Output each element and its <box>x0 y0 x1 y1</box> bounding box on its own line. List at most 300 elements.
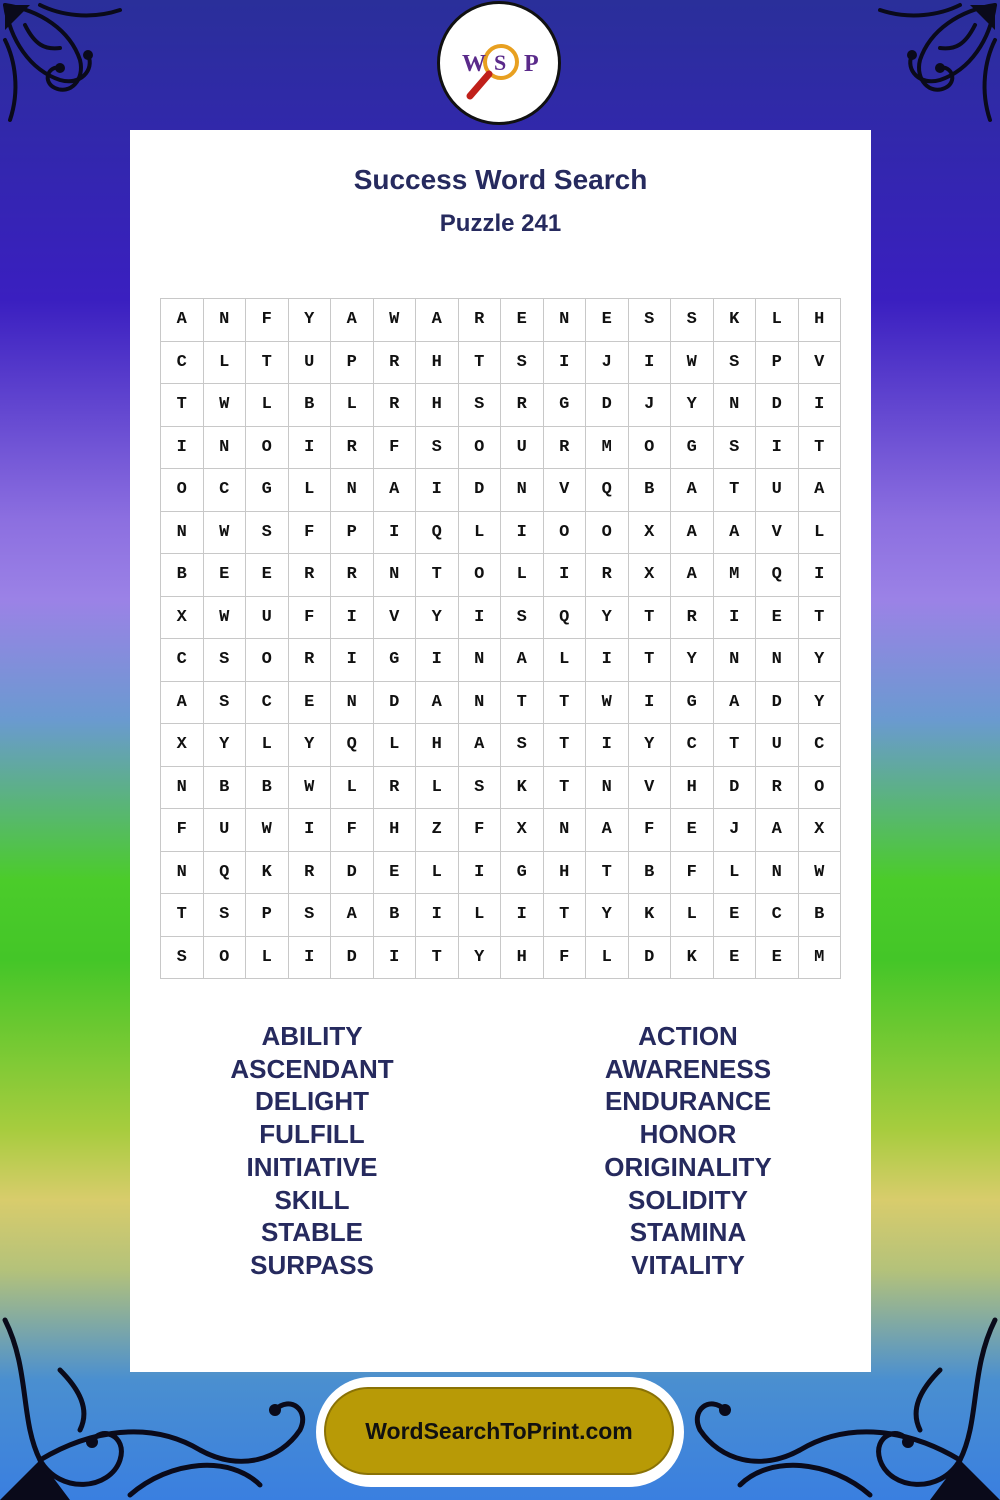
puzzle-number: Puzzle 241 <box>439 210 562 237</box>
grid-cell[interactable]: R <box>671 596 714 639</box>
grid-cell[interactable]: V <box>373 596 416 639</box>
grid-cell[interactable]: M <box>713 554 756 597</box>
grid-cell[interactable]: E <box>246 554 289 597</box>
grid-cell[interactable]: N <box>203 299 246 342</box>
grid-cell[interactable]: T <box>798 596 841 639</box>
grid-cell[interactable]: P <box>756 341 799 384</box>
grid-cell[interactable]: B <box>161 554 204 597</box>
grid-cell[interactable]: C <box>756 894 799 937</box>
word-list-item: SURPASS <box>250 1249 374 1280</box>
grid-cell[interactable]: T <box>246 341 289 384</box>
grid-cell[interactable]: K <box>628 894 671 937</box>
grid-cell[interactable]: Y <box>458 936 501 979</box>
grid-cell[interactable]: Q <box>543 596 586 639</box>
word-list-item: STABLE <box>260 1217 364 1248</box>
site-link-button[interactable]: WordSearchToPrint.com <box>324 1387 674 1475</box>
grid-row <box>161 851 841 894</box>
grid-cell[interactable]: Y <box>586 596 629 639</box>
grid-cell[interactable]: R <box>501 384 544 427</box>
grid-cell[interactable]: Y <box>203 724 246 767</box>
grid-cell[interactable]: L <box>373 724 416 767</box>
grid-cell[interactable]: W <box>203 511 246 554</box>
grid-cell[interactable]: L <box>756 299 799 342</box>
grid-cell[interactable]: A <box>331 299 374 342</box>
grid-cell[interactable]: S <box>713 341 756 384</box>
grid-cell[interactable]: C <box>203 469 246 512</box>
grid-cell[interactable]: W <box>288 766 331 809</box>
grid-cell[interactable]: I <box>288 426 331 469</box>
grid-cell[interactable]: S <box>501 341 544 384</box>
grid-cell[interactable]: O <box>458 426 501 469</box>
grid-cell[interactable]: D <box>331 936 374 979</box>
grid-cell[interactable]: T <box>543 681 586 724</box>
grid-cell[interactable]: P <box>331 511 374 554</box>
grid-cell[interactable]: H <box>543 851 586 894</box>
grid-cell[interactable]: N <box>203 426 246 469</box>
grid-cell[interactable]: F <box>373 426 416 469</box>
grid-cell[interactable]: G <box>373 639 416 682</box>
grid-cell[interactable]: L <box>246 384 289 427</box>
grid-cell[interactable]: E <box>586 299 629 342</box>
grid-cell[interactable]: I <box>373 936 416 979</box>
grid-cell[interactable]: N <box>458 639 501 682</box>
grid-row <box>161 341 841 384</box>
grid-cell[interactable]: I <box>798 384 841 427</box>
word-list-right <box>563 1020 813 1282</box>
grid-cell[interactable]: L <box>671 894 714 937</box>
grid-cell[interactable]: I <box>416 894 459 937</box>
grid-cell[interactable]: N <box>756 639 799 682</box>
grid-cell[interactable]: T <box>543 724 586 767</box>
grid-cell[interactable]: H <box>798 299 841 342</box>
grid-cell[interactable]: F <box>628 809 671 852</box>
grid-cell[interactable]: T <box>501 681 544 724</box>
grid-cell[interactable]: Y <box>416 596 459 639</box>
grid-cell[interactable]: J <box>713 809 756 852</box>
grid-row <box>161 554 841 597</box>
grid-cell[interactable]: O <box>203 936 246 979</box>
grid-cell[interactable]: L <box>458 894 501 937</box>
grid-cell[interactable]: U <box>288 341 331 384</box>
grid-cell[interactable]: O <box>586 511 629 554</box>
grid-cell[interactable]: E <box>713 894 756 937</box>
grid-cell[interactable]: X <box>501 809 544 852</box>
grid-cell[interactable]: O <box>798 766 841 809</box>
grid-row <box>161 639 841 682</box>
grid-cell[interactable]: E <box>288 681 331 724</box>
grid-cell[interactable]: V <box>628 766 671 809</box>
grid-cell[interactable]: S <box>246 511 289 554</box>
grid-cell[interactable]: A <box>671 511 714 554</box>
grid-cell[interactable]: N <box>586 766 629 809</box>
grid-cell[interactable]: I <box>416 639 459 682</box>
puzzle-sheet <box>130 130 871 1372</box>
grid-cell[interactable]: S <box>416 426 459 469</box>
grid-cell[interactable]: O <box>246 426 289 469</box>
grid-cell[interactable]: Y <box>798 639 841 682</box>
grid-cell[interactable]: W <box>586 681 629 724</box>
grid-cell[interactable]: N <box>543 809 586 852</box>
grid-cell[interactable]: A <box>501 639 544 682</box>
grid-cell[interactable]: A <box>331 894 374 937</box>
grid-cell[interactable]: A <box>713 511 756 554</box>
grid-cell[interactable]: X <box>161 724 204 767</box>
grid-cell[interactable]: J <box>628 384 671 427</box>
grid-cell[interactable]: A <box>458 724 501 767</box>
grid-cell[interactable]: R <box>756 766 799 809</box>
grid-cell[interactable]: T <box>798 426 841 469</box>
grid-cell[interactable]: T <box>713 469 756 512</box>
grid-cell[interactable]: I <box>543 341 586 384</box>
grid-cell[interactable]: L <box>501 554 544 597</box>
grid-cell[interactable]: S <box>501 596 544 639</box>
word-list-left <box>187 1020 437 1282</box>
grid-cell[interactable]: S <box>713 426 756 469</box>
grid-cell[interactable]: T <box>543 766 586 809</box>
grid-cell[interactable]: L <box>246 936 289 979</box>
grid-cell[interactable]: N <box>543 299 586 342</box>
grid-cell[interactable]: B <box>628 851 671 894</box>
grid-cell[interactable]: C <box>161 639 204 682</box>
grid-cell[interactable]: Y <box>798 681 841 724</box>
grid-cell[interactable]: Q <box>586 469 629 512</box>
word-list-item: DELIGHT <box>254 1086 370 1117</box>
grid-cell[interactable]: C <box>246 681 289 724</box>
grid-cell[interactable]: L <box>331 766 374 809</box>
word-list-item: ABILITY <box>261 1021 363 1051</box>
grid-row <box>161 936 841 979</box>
grid-cell[interactable]: O <box>246 639 289 682</box>
grid-cell[interactable]: N <box>331 681 374 724</box>
grid-cell[interactable]: G <box>246 469 289 512</box>
grid-cell[interactable]: S <box>161 936 204 979</box>
grid-cell[interactable]: L <box>586 936 629 979</box>
word-list-item: SOLIDITY <box>628 1184 748 1215</box>
grid-row <box>161 469 841 512</box>
grid-cell[interactable]: I <box>331 596 374 639</box>
grid-cell[interactable]: F <box>161 809 204 852</box>
grid-cell[interactable]: Z <box>416 809 459 852</box>
grid-cell[interactable]: K <box>501 766 544 809</box>
grid-row <box>161 426 841 469</box>
grid-cell[interactable]: E <box>713 936 756 979</box>
grid-cell[interactable]: T <box>713 724 756 767</box>
grid-cell[interactable]: E <box>671 809 714 852</box>
grid-cell[interactable]: S <box>203 639 246 682</box>
grid-cell[interactable]: Q <box>203 851 246 894</box>
grid-cell[interactable]: H <box>416 384 459 427</box>
grid-cell[interactable]: A <box>713 681 756 724</box>
grid-cell[interactable]: I <box>331 639 374 682</box>
grid-cell[interactable]: Y <box>628 724 671 767</box>
grid-cell[interactable]: F <box>458 809 501 852</box>
site-logo[interactable] <box>437 1 561 125</box>
grid-cell[interactable]: X <box>798 809 841 852</box>
grid-cell[interactable]: V <box>543 469 586 512</box>
grid-cell[interactable]: R <box>543 426 586 469</box>
grid-cell[interactable]: T <box>458 341 501 384</box>
grid-cell[interactable]: I <box>416 469 459 512</box>
grid-cell[interactable]: T <box>161 384 204 427</box>
grid-cell[interactable]: N <box>458 681 501 724</box>
grid-cell[interactable]: L <box>416 766 459 809</box>
grid-cell[interactable]: D <box>756 384 799 427</box>
grid-row <box>161 809 841 852</box>
grid-cell[interactable]: O <box>628 426 671 469</box>
grid-cell[interactable]: T <box>543 894 586 937</box>
grid-row <box>161 596 841 639</box>
grid-cell[interactable]: B <box>288 384 331 427</box>
word-list-item: FULFILL <box>259 1119 365 1150</box>
logo-letter-w: W <box>462 51 486 77</box>
grid-cell[interactable]: H <box>373 809 416 852</box>
grid-cell[interactable]: B <box>373 894 416 937</box>
logo-letter-s: S <box>494 50 507 75</box>
grid-cell[interactable]: D <box>756 681 799 724</box>
grid-cell[interactable]: C <box>671 724 714 767</box>
grid-cell[interactable]: T <box>586 851 629 894</box>
grid-cell[interactable]: I <box>501 511 544 554</box>
grid-cell[interactable]: K <box>246 851 289 894</box>
grid-cell[interactable]: A <box>586 809 629 852</box>
grid-cell[interactable]: S <box>501 724 544 767</box>
grid-row <box>161 894 841 937</box>
grid-cell[interactable]: V <box>798 341 841 384</box>
grid-cell[interactable]: K <box>671 936 714 979</box>
word-list-item: INITIATIVE <box>246 1151 378 1182</box>
grid-cell[interactable]: H <box>501 936 544 979</box>
grid-cell[interactable]: Q <box>416 511 459 554</box>
grid-cell[interactable]: B <box>798 894 841 937</box>
grid-cell[interactable]: G <box>501 851 544 894</box>
word-list-item: ASCENDANT <box>230 1053 394 1084</box>
grid-cell[interactable]: C <box>161 341 204 384</box>
grid-cell[interactable]: N <box>161 511 204 554</box>
grid-cell[interactable]: O <box>161 469 204 512</box>
grid-cell[interactable]: B <box>628 469 671 512</box>
grid-cell[interactable]: S <box>458 766 501 809</box>
grid-cell[interactable]: N <box>713 384 756 427</box>
grid-cell[interactable]: B <box>203 766 246 809</box>
word-list-item: STAMINA <box>629 1217 747 1248</box>
grid-cell[interactable]: T <box>416 936 459 979</box>
grid-cell[interactable]: R <box>331 554 374 597</box>
grid-cell[interactable]: N <box>161 766 204 809</box>
grid-cell[interactable]: T <box>416 554 459 597</box>
grid-cell[interactable]: I <box>798 554 841 597</box>
grid-cell[interactable]: D <box>713 766 756 809</box>
grid-cell[interactable]: U <box>246 596 289 639</box>
grid-cell[interactable]: H <box>416 341 459 384</box>
grid-cell[interactable]: D <box>586 384 629 427</box>
grid-cell[interactable]: I <box>543 554 586 597</box>
grid-cell[interactable]: K <box>713 299 756 342</box>
grid-cell[interactable]: F <box>671 851 714 894</box>
grid-cell[interactable]: W <box>203 596 246 639</box>
magnifier-logo-icon <box>440 4 558 122</box>
grid-cell[interactable]: T <box>161 894 204 937</box>
grid-cell[interactable]: I <box>501 894 544 937</box>
grid-cell[interactable]: L <box>458 511 501 554</box>
grid-cell[interactable]: L <box>246 724 289 767</box>
grid-cell[interactable]: U <box>501 426 544 469</box>
grid-cell[interactable]: I <box>628 681 671 724</box>
grid-cell[interactable]: I <box>586 639 629 682</box>
grid-cell[interactable]: F <box>288 511 331 554</box>
grid-cell[interactable]: W <box>246 809 289 852</box>
grid-cell[interactable]: R <box>373 766 416 809</box>
grid-cell[interactable]: S <box>203 681 246 724</box>
grid-cell[interactable]: X <box>628 554 671 597</box>
grid-cell[interactable]: H <box>671 766 714 809</box>
word-list-item: ACTION <box>638 1021 738 1051</box>
grid-cell[interactable]: F <box>331 809 374 852</box>
grid-cell[interactable]: S <box>628 299 671 342</box>
grid-cell[interactable]: G <box>543 384 586 427</box>
grid-cell[interactable]: R <box>288 639 331 682</box>
grid-cell[interactable]: L <box>288 469 331 512</box>
grid-cell[interactable]: I <box>288 809 331 852</box>
grid-cell[interactable]: O <box>543 511 586 554</box>
grid-cell[interactable]: X <box>161 596 204 639</box>
grid-row <box>161 766 841 809</box>
grid-cell[interactable]: L <box>543 639 586 682</box>
grid-cell[interactable]: I <box>756 426 799 469</box>
grid-cell[interactable]: A <box>416 681 459 724</box>
footer-pill <box>316 1377 684 1487</box>
grid-cell[interactable]: S <box>288 894 331 937</box>
grid-cell[interactable]: N <box>501 469 544 512</box>
grid-row <box>161 724 841 767</box>
grid-cell[interactable]: V <box>756 511 799 554</box>
grid-cell[interactable]: S <box>458 384 501 427</box>
grid-cell[interactable]: E <box>756 596 799 639</box>
grid-cell[interactable]: A <box>671 554 714 597</box>
word-list-item: HONOR <box>639 1119 737 1150</box>
grid-cell[interactable]: A <box>161 299 204 342</box>
grid-cell[interactable]: L <box>331 384 374 427</box>
grid-cell[interactable]: W <box>373 299 416 342</box>
word-list-item: SKILL <box>274 1184 350 1215</box>
grid-cell[interactable]: W <box>798 851 841 894</box>
grid-cell[interactable]: Y <box>671 384 714 427</box>
grid-cell[interactable]: G <box>671 426 714 469</box>
letter-grid <box>160 298 841 979</box>
page-title: Success Word Search <box>353 164 648 195</box>
grid-cell[interactable]: A <box>798 469 841 512</box>
grid-cell[interactable]: U <box>756 469 799 512</box>
grid-cell[interactable]: I <box>288 936 331 979</box>
grid-cell[interactable]: A <box>161 681 204 724</box>
grid-cell[interactable]: J <box>586 341 629 384</box>
grid-cell[interactable]: I <box>161 426 204 469</box>
grid-cell[interactable]: L <box>713 851 756 894</box>
grid-cell[interactable]: N <box>373 554 416 597</box>
grid-cell[interactable]: E <box>373 851 416 894</box>
word-list-item: AWARENESS <box>604 1053 772 1084</box>
grid-cell[interactable]: Y <box>288 299 331 342</box>
grid-cell[interactable]: A <box>373 469 416 512</box>
grid-cell[interactable]: I <box>628 341 671 384</box>
grid-cell[interactable]: I <box>458 851 501 894</box>
grid-cell[interactable]: L <box>203 341 246 384</box>
grid-cell[interactable]: F <box>246 299 289 342</box>
grid-cell[interactable]: H <box>416 724 459 767</box>
grid-cell[interactable]: R <box>373 341 416 384</box>
grid-cell[interactable]: R <box>288 851 331 894</box>
grid-cell[interactable]: W <box>203 384 246 427</box>
grid-cell[interactable]: P <box>331 341 374 384</box>
grid-cell[interactable]: A <box>756 809 799 852</box>
grid-cell[interactable]: X <box>628 511 671 554</box>
grid-cell[interactable]: E <box>501 299 544 342</box>
logo-letter-p: P <box>524 51 539 77</box>
grid-cell[interactable]: Y <box>288 724 331 767</box>
grid-cell[interactable]: D <box>628 936 671 979</box>
grid-cell[interactable]: N <box>713 639 756 682</box>
grid-cell[interactable]: Q <box>331 724 374 767</box>
grid-cell[interactable]: N <box>756 851 799 894</box>
grid-row <box>161 299 841 342</box>
grid-cell[interactable]: G <box>671 681 714 724</box>
grid-cell[interactable]: E <box>203 554 246 597</box>
word-list-item: ENDURANCE <box>604 1086 772 1117</box>
grid-cell[interactable]: L <box>798 511 841 554</box>
grid-cell[interactable]: A <box>416 299 459 342</box>
grid-cell[interactable]: N <box>331 469 374 512</box>
grid-cell[interactable]: M <box>586 426 629 469</box>
grid-cell[interactable]: D <box>373 681 416 724</box>
grid-row <box>161 511 841 554</box>
grid-cell[interactable]: M <box>798 936 841 979</box>
corner-ornament-icon <box>870 0 1000 130</box>
grid-cell[interactable]: R <box>331 426 374 469</box>
grid-cell[interactable]: R <box>586 554 629 597</box>
grid-cell[interactable]: Q <box>756 554 799 597</box>
grid-cell[interactable]: U <box>756 724 799 767</box>
grid-cell[interactable]: T <box>628 639 671 682</box>
grid-cell[interactable]: U <box>203 809 246 852</box>
grid-cell[interactable]: F <box>288 596 331 639</box>
grid-cell[interactable]: D <box>458 469 501 512</box>
grid-cell[interactable]: W <box>671 341 714 384</box>
corner-ornament-icon <box>0 0 130 130</box>
grid-cell[interactable]: E <box>756 936 799 979</box>
word-list-item: ORIGINALITY <box>604 1151 772 1182</box>
grid-cell[interactable]: Y <box>586 894 629 937</box>
grid-cell[interactable]: I <box>458 596 501 639</box>
grid-cell[interactable]: R <box>458 299 501 342</box>
grid-cell[interactable]: R <box>288 554 331 597</box>
grid-cell[interactable]: O <box>458 554 501 597</box>
grid-cell[interactable]: P <box>246 894 289 937</box>
grid-cell[interactable]: L <box>416 851 459 894</box>
grid-cell[interactable]: F <box>543 936 586 979</box>
grid-cell[interactable]: R <box>373 384 416 427</box>
grid-cell[interactable]: N <box>161 851 204 894</box>
grid-cell[interactable]: S <box>203 894 246 937</box>
grid-cell[interactable]: B <box>246 766 289 809</box>
grid-cell[interactable]: A <box>671 469 714 512</box>
grid-cell[interactable]: C <box>798 724 841 767</box>
grid-cell[interactable]: T <box>628 596 671 639</box>
grid-cell[interactable]: Y <box>671 639 714 682</box>
grid-cell[interactable]: D <box>331 851 374 894</box>
grid-cell[interactable]: I <box>373 511 416 554</box>
grid-cell[interactable]: I <box>586 724 629 767</box>
grid-cell[interactable]: S <box>671 299 714 342</box>
grid-cell[interactable]: I <box>713 596 756 639</box>
